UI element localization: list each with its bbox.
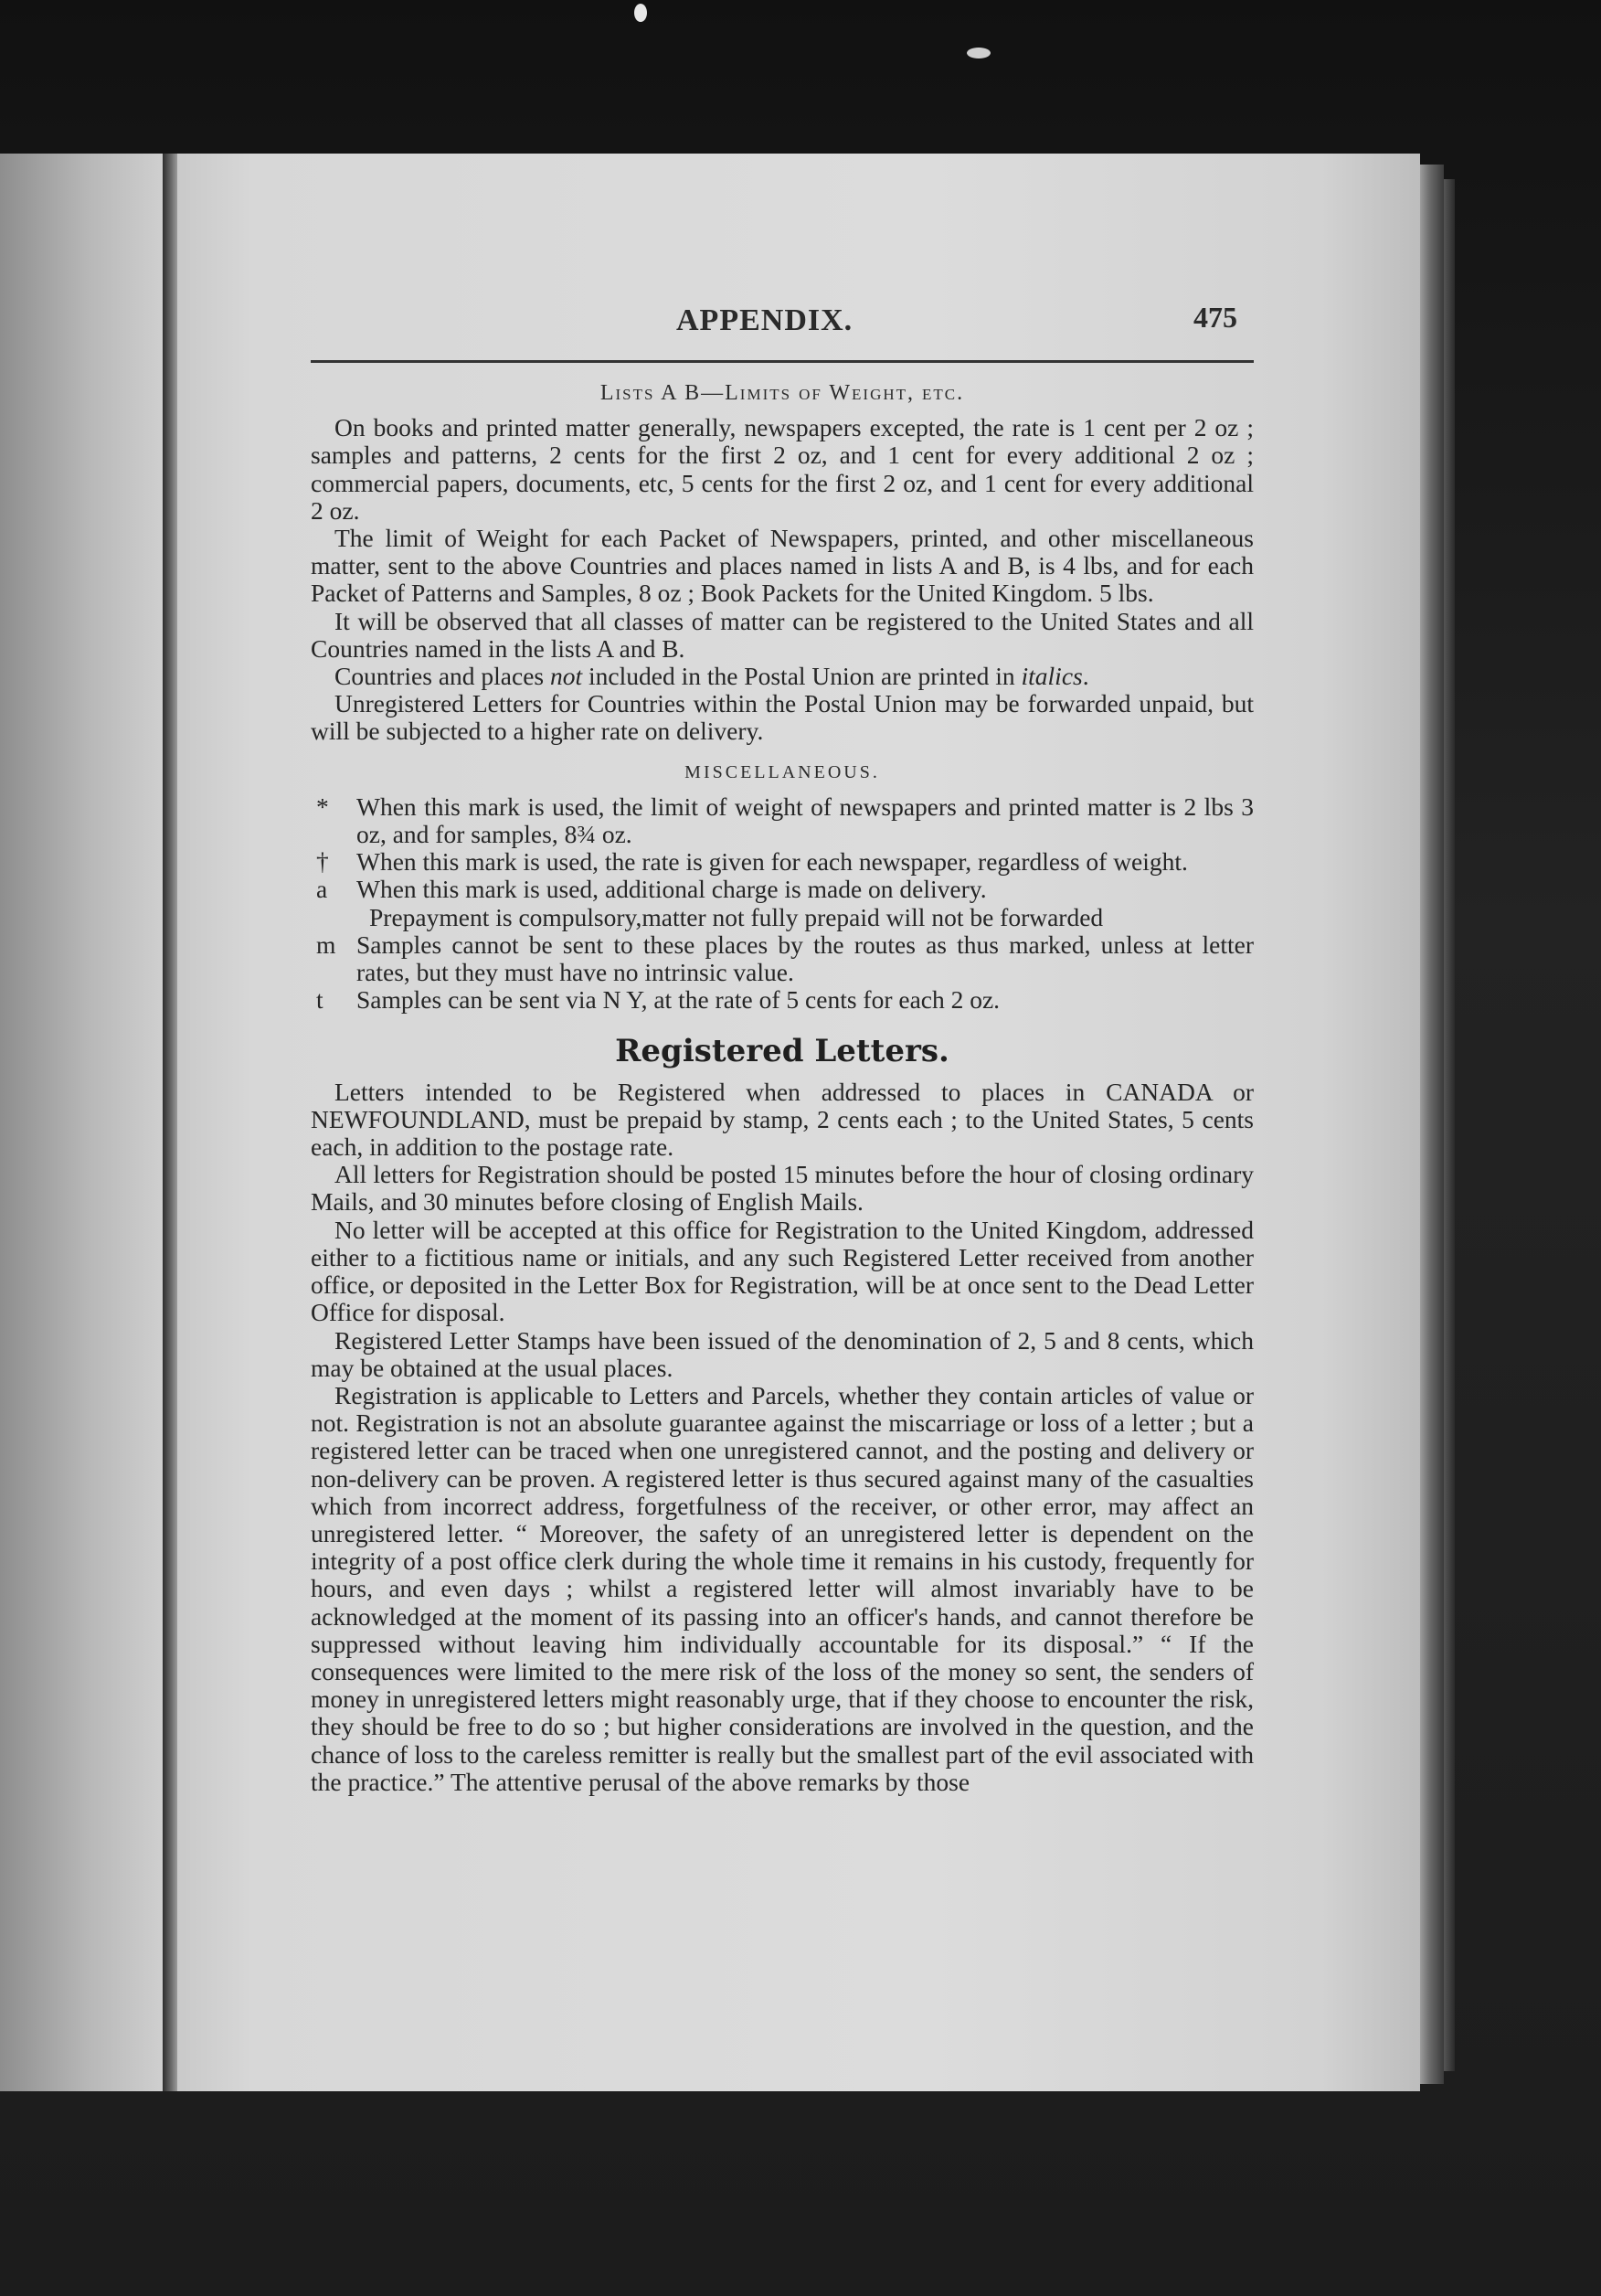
registration-applicable-paragraph: Registration is applicable to Letters and Parcels, whether they contain articles of value or not. Registration is not an absolute guarantee against the miscarriage or loss of a letter ; but a registered letter can be traced when one unregistered cannot, and the posting and delivery or non-delivery can be proven. A registered letter is thus secured against many of the casualties which from incorrect address, forgetfulness of the receiver, or other error, may affect an unregistered letter. “ Moreover, the safety of an unregistered letter is dependent on the integrity of a post office clerk during the whole time it remains in his custody, frequently for hours, and even days ; whilst a registered letter will almost invariably have to be acknowledged at the moment of its passing into an officer's hands, and cannot therefore be suppressed without leaving him individually accountable for its disposal.” “ If the consequences were limited to the mere risk of the loss of the money so sent, the senders of money in unregistered letters might reasonably urge, that if they choose to encounter the risk, they should be free to do so ; but higher considerations are involved in the question, and the chance of loss to the careless remitter is really but the smallest part of the evil associated with the practice.” The attentive perusal of the above remarks by those [311,1380,1254,1796]
note-mark: * [316,792,329,821]
book-gutter [163,154,177,2091]
unregistered-letters-paragraph: Unregistered Letters for Countries within the Postal Union may be forwarded unpaid, but will be subjected to a higher rate on delivery. [311,689,1254,746]
text-run: . [1082,662,1089,691]
miscellaneous-heading: MISCELLANEOUS. [684,761,880,782]
note-asterisk [311,793,1254,848]
note-text: When this mark is used, the rate is given for each newspaper, regardless of weight. [356,847,1188,877]
registration-scope-paragraph: It will be observed that all classes of matter can be registered to the United States and all Countries named in the lists A and B. [311,606,1254,663]
postal-union-italics-paragraph [311,663,1254,690]
registered-fee-paragraph: Letters intended to be Registered when addressed to places in CANADA or NEWFOUNDLAND, must be prepaid by stamp, 2 cents each ; to the United States, 5 cents each, in addition to the postage rate. [311,1077,1254,1162]
stamps-paragraph: Registered Letter Stamps have been issued of the denomination of 2, 5 and 8 cents, which may be obtained at the usual places. [311,1325,1254,1382]
scan-speck [634,4,647,22]
note-text: Samples cannot be sent to these places by the routes as thus marked, unless at letter rates, but they must have no intrinsic value. [356,930,1254,987]
note-text: When this mark is used, the limit of weight of newspapers and printed matter is 2 lbs 3 oz, and for samples, 8¾ oz. [356,792,1254,849]
note-text: When this mark is used, additional charge is made on delivery. [356,875,987,904]
note-t [311,986,1254,1014]
posting-time-paragraph: All letters for Registration should be posted 15 minutes before the hour of closing ordinary Mails, and 30 minutes before closing of English Mails. [311,1160,1254,1217]
page-edge [1420,165,1444,2084]
note-text: Samples can be sent via N Y, at the rate of 5 cents for each 2 oz. [356,985,1001,1015]
lists-heading: Lists A B—Limits of Weight, etc. [599,381,965,405]
page-number: 475 [1193,301,1237,334]
page-edge-shadow [1444,179,1455,2071]
left-page-sliver [0,154,163,2091]
note-m [311,931,1254,986]
scan-speck [967,48,991,58]
note-a [311,876,1254,903]
registered-letters-heading: Registered Letters. [615,1033,949,1070]
fictitious-name-paragraph: No letter will be accepted at this office for Registration to the United Kingdom, addressed either to a fictitious name or initials, and any such Registered Letter received from another office, or deposited in the Letter Box for Registration, will be at once sent to the Dead Letter Office for disposal. [311,1215,1254,1327]
mark-notes [311,793,1254,1015]
header-rule [311,360,1254,363]
note-mark: a [316,875,328,904]
page-text-block [311,291,1254,1796]
rates-paragraph: On books and printed matter generally, newspapers excepted, the rate is 1 cent per 2 oz ; samples and patterns, 2 cents for the first 2 oz, and 1 cent for every additional 2 oz ; commercial papers, documents, etc, 5 cents for the first 2 oz, and 1 cent for every additional 2 oz. [311,413,1254,525]
italic-word: italics [1021,662,1083,691]
italic-not: not [549,662,583,691]
note-mark: t [316,985,323,1015]
note-dagger [311,848,1254,876]
page-header [311,291,1254,342]
running-head: APPENDIX. [676,303,854,337]
note-mark: m [316,930,336,959]
note-mark: † [316,847,329,877]
prepayment-note: Prepayment is compulsory,matter not fully prepaid will not be forwarded [369,902,1104,931]
weight-limit-paragraph: The limit of Weight for each Packet of Newspapers, printed, and other miscellaneous matter, sent to the above Countries and places named in lists A and B, is 4 lbs, and for each Packet of Patterns and Samples, 8 oz ; Book Packets for the United Kingdom. 5 lbs. [311,524,1254,608]
text-run: included in the Postal Union are printed in [582,662,1022,691]
text-run: Countries and places [334,662,550,691]
